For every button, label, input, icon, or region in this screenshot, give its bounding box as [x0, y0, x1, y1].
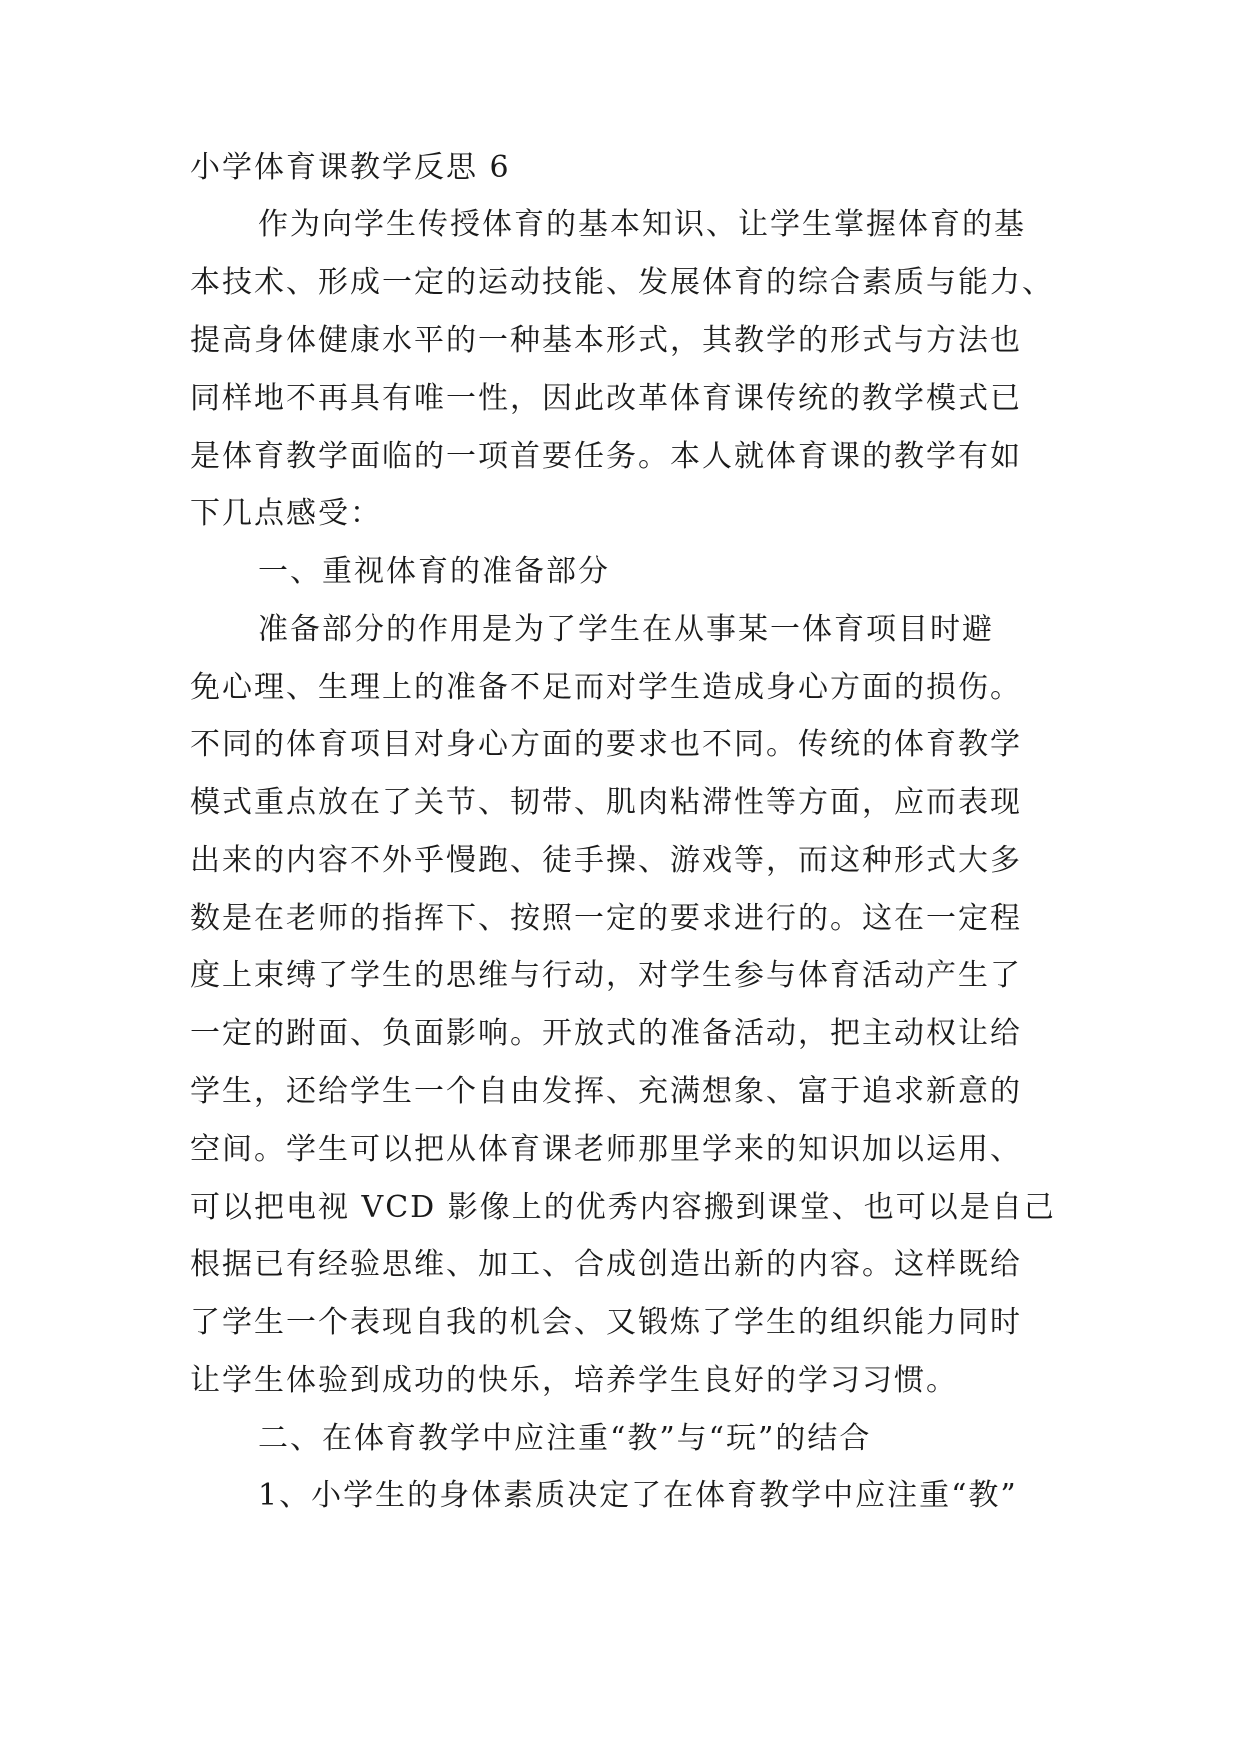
section-heading-1: 一、重视体育的准备部分 — [258, 554, 610, 589]
paragraph-line: 空间。学生可以把从体育课老师那里学来的知识加以运用、 — [190, 1132, 1022, 1167]
paragraph-line: 出来的内容不外乎慢跑、徒手操、游戏等，而这种形式大多 — [190, 843, 1022, 878]
paragraph-line: 准备部分的作用是为了学生在从事某一体育项目时避 — [258, 612, 994, 647]
paragraph-line: 下几点感受： — [190, 496, 382, 531]
paragraph-line: 数是在老师的指挥下、按照一定的要求进行的。这在一定程 — [190, 901, 1022, 936]
paragraph-line: 作为向学生传授体育的基本知识、让学生掌握体育的基 — [258, 207, 1026, 242]
paragraph-line: 度上束缚了学生的思维与行动，对学生参与体育活动产生了 — [190, 958, 1022, 993]
paragraph-line: 1、小学生的身体素质决定了在体育教学中应注重“教” — [258, 1478, 1018, 1513]
paragraph-line: 学生，还给学生一个自由发挥、充满想象、富于追求新意的 — [190, 1074, 1022, 1109]
paragraph-line: 模式重点放在了关节、韧带、肌肉粘滞性等方面，应而表现 — [190, 785, 1022, 820]
paragraph-line: 本技术、形成一定的运动技能、发展体育的综合素质与能力、 — [190, 265, 1054, 300]
paragraph-line: 免心理、生理上的准备不足而对学生造成身心方面的损伤。 — [190, 670, 1022, 705]
paragraph-line: 是体育教学面临的一项首要任务。本人就体育课的教学有如 — [190, 439, 1022, 474]
paragraph-line: 让学生体验到成功的快乐，培养学生良好的学习习惯。 — [190, 1363, 958, 1398]
section-heading-2: 二、在体育教学中应注重“教”与“玩”的结合 — [258, 1421, 872, 1456]
paragraph-line: 提高身体健康水平的一种基本形式，其教学的形式与方法也 — [190, 323, 1022, 358]
paragraph-line: 根据已有经验思维、加工、合成创造出新的内容。这样既给 — [190, 1247, 1022, 1282]
paragraph-line: 可以把电视 VCD 影像上的优秀内容搬到课堂、也可以是自己 — [190, 1190, 1056, 1225]
paragraph-line: 一定的跗面、负面影响。开放式的准备活动，把主动权让给 — [190, 1016, 1022, 1051]
document-title: 小学体育课教学反思 6 — [190, 150, 511, 185]
paragraph-line: 了学生一个表现自我的机会、又锻炼了学生的组织能力同时 — [190, 1305, 1022, 1340]
paragraph-line: 同样地不再具有唯一性，因此改革体育课传统的教学模式已 — [190, 381, 1022, 416]
paragraph-line: 不同的体育项目对身心方面的要求也不同。传统的体育教学 — [190, 727, 1022, 762]
